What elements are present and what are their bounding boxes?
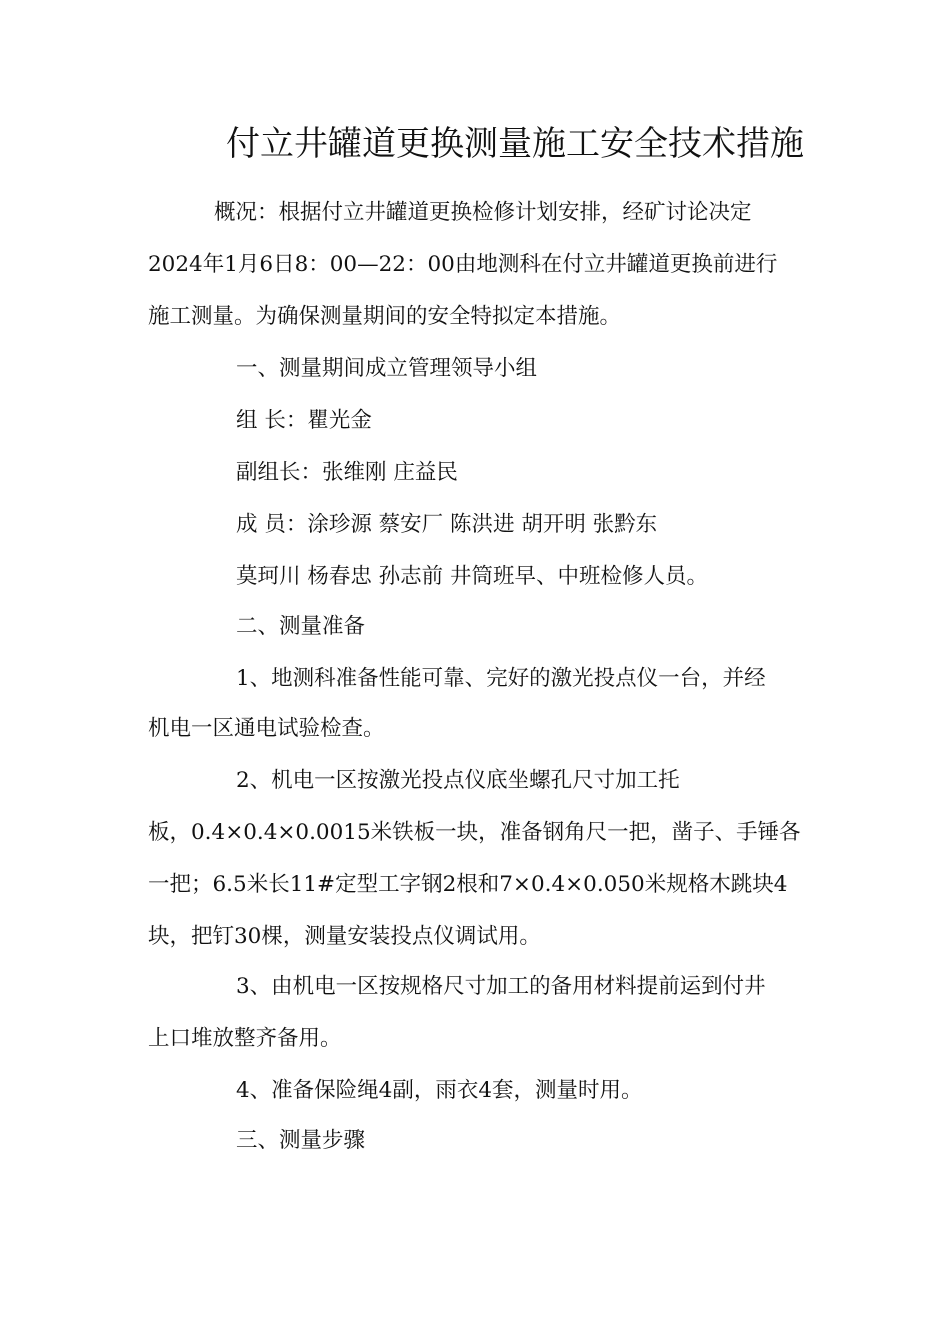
paragraph-line: 施工测量。为确保测量期间的安全特拟定本措施。	[148, 304, 622, 329]
paragraph-line: 3、由机电一区按规格尺寸加工的备用材料提前运到付井	[236, 974, 766, 999]
section-heading: 三、测量步骤	[236, 1128, 366, 1153]
paragraph-line: 组 长：瞿光金	[236, 408, 372, 433]
paragraph-line: 一把；6.5米长11#定型工字钢2根和7×0.4×0.050米规格木跳块4	[148, 872, 788, 897]
paragraph-line: 概况：根据付立井罐道更换检修计划安排，经矿讨论决定	[214, 200, 752, 225]
paragraph-line: 板，0.4×0.4×0.0015米铁板一块，准备钢角尺一把，凿子、手锤各	[148, 820, 801, 845]
paragraph-line: 莫珂川 杨春忠 孙志前 井筒班早、中班检修人员。	[236, 564, 709, 589]
document-title: 付立井罐道更换测量施工安全技术措施	[226, 124, 804, 164]
paragraph-line: 4、准备保险绳4副，雨衣4套，测量时用。	[236, 1078, 643, 1103]
paragraph-line: 上口堆放整齐备用。	[148, 1026, 342, 1051]
paragraph-line: 2、机电一区按激光投点仪底坐螺孔尺寸加工托	[236, 768, 680, 793]
paragraph-line: 副组长：张维刚 庄益民	[236, 460, 458, 485]
paragraph-line: 块，把钉30棵，测量安装投点仪调试用。	[148, 924, 541, 949]
section-heading: 二、测量准备	[236, 614, 366, 639]
paragraph-line: 1、地测科准备性能可靠、完好的激光投点仪一台，并经	[236, 666, 766, 691]
paragraph-line: 机电一区通电试验检查。	[148, 716, 385, 741]
paragraph-line: 2024年1月6日8：00—22：00由地测科在付立井罐道更换前进行	[148, 252, 778, 277]
paragraph-line: 成 员：涂珍源 蔡安厂 陈洪进 胡开明 张黔东	[236, 512, 658, 537]
section-heading: 一、测量期间成立管理领导小组	[236, 356, 538, 381]
